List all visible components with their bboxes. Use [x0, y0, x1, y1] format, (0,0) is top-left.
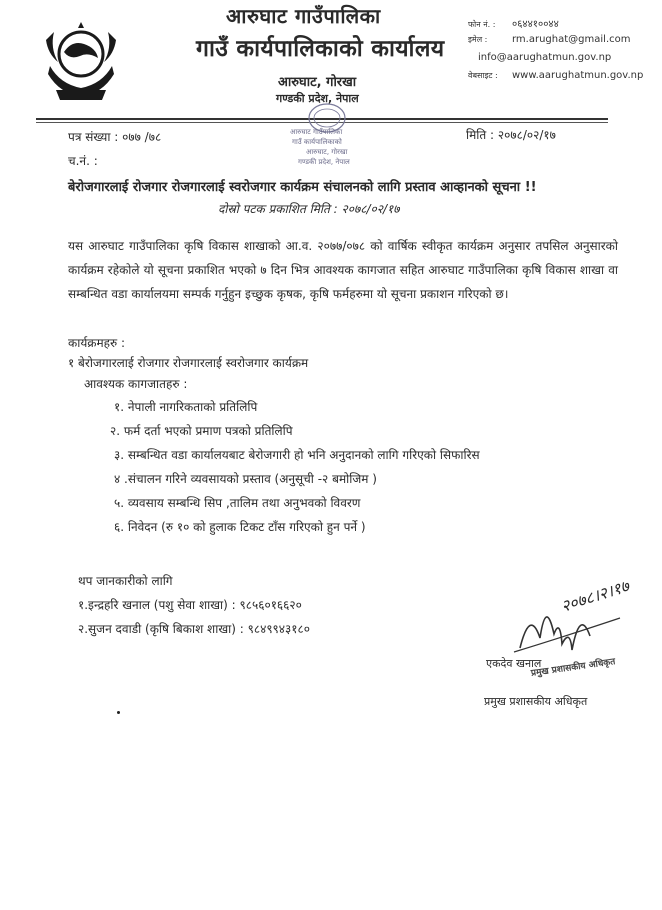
- document-item: ४ .संचालन गरिने व्यवसायको प्रस्ताव (अनुसूची -२ बमोजिम ): [114, 472, 377, 486]
- contact-phone: [468, 16, 559, 30]
- org-name-line1: आरुघाट गाउँपालिका: [226, 4, 381, 28]
- notice-title: बेरोजगारलाई रोजगार रोजगारलाई स्वरोजगार कार्यक्रम संचालनको लागि प्रस्ताव आव्हानको सूचना !!: [68, 180, 537, 195]
- contact-person: १.इन्द्रहरि खनाल (पशु सेवा शाखा) : ९८५६०१६६२०: [78, 598, 302, 612]
- contact-email: [468, 34, 630, 45]
- stamp-line4: गण्डकी प्रदेश, नेपाल: [298, 158, 350, 166]
- contact-website: [468, 70, 643, 81]
- letter-date: मिति : २०७८/०२/१७: [466, 128, 556, 142]
- org-location: आरुघाट, गोरखा: [278, 75, 357, 90]
- website-value[interactable]: www.aarughatmun.gov.np: [512, 70, 644, 81]
- document-item: ६. निवेदन (रु १० को हुलाक टिकट टाँस गरिएको हुन पर्ने ): [114, 520, 366, 534]
- stamp-line1: आरुघाट गाउँपालिका: [290, 128, 343, 136]
- document-item: ३. सम्बन्धित वडा कार्यालयबाट बेरोजगारी हो भनि अनुदानको लागि गरिएको सिफारिस: [114, 448, 480, 462]
- email-label: इमेल :: [468, 35, 488, 44]
- contacts-heading: थप जानकारीको लागि: [78, 574, 173, 588]
- program-item: १ बेरोजगारलाई रोजगार रोजगारलाई स्वरोजगार कार्यक्रम: [68, 356, 309, 370]
- nepal-emblem-icon: [40, 18, 122, 104]
- org-name-line2: गाउँ कार्यपालिकाको कार्यालय: [196, 36, 445, 62]
- documents-heading: आवश्यक कागजातहरु :: [84, 377, 188, 391]
- scan-speck: [117, 711, 120, 714]
- programs-heading: कार्यक्रमहरु :: [68, 336, 126, 350]
- signature-seal-text: प्रमुख प्रशासकीय अधिकृत: [530, 657, 617, 679]
- document-item: ५. व्यवसाय सम्बन्धि सिप ,तालिम तथा अनुभवको विवरण: [114, 496, 361, 510]
- email-value-1[interactable]: rm.arughat@gmail.com: [512, 34, 631, 45]
- document-item: १. नेपाली नागरिकताको प्रतिलिपि: [114, 400, 258, 414]
- phone-value: ०६४४१००४४: [512, 19, 559, 30]
- stamp-line3: आरुघाट, गोरखा: [306, 148, 348, 156]
- email-value-2[interactable]: info@aarughatmun.gov.np: [478, 52, 612, 63]
- signer-title: प्रमुख प्रशासकीय अधिकृत: [484, 695, 588, 708]
- contact-person: २.सुजन दवाडी (कृषि बिकाश शाखा) : ९८४९९४३१८०: [78, 622, 311, 636]
- org-province: गण्डकी प्रदेश, नेपाल: [276, 92, 359, 105]
- office-stamp: [272, 100, 382, 172]
- ref-number: पत्र संख्या : ०७७ /७८: [68, 130, 162, 144]
- phone-label: फोन नं. :: [468, 20, 496, 29]
- stamp-line2: गाउँ कार्यपालिकाको: [292, 138, 342, 146]
- notice-body: यस आरुघाट गाउँपालिका कृषि विकास शाखाको आ.व. २०७७/०७८ को वार्षिक स्वीकृत कार्यक्रम अनुसार तपसिल अनुसारको कार्यक्रम रहेकोले यो सूचना प्रकाशित भएको ७ दिन भित्र आवश्यक कागजात सहित आरुघाट गाउँपालिका कृषि विकास शाखा वा सम्बन्धित वडा कार्यालयमा सम्पर्क गर्नुहुन इच्छुक कृषक, कृषि फर्महरुमा यो सूचना प्रकाशन गरिएको छ।: [68, 239, 618, 301]
- document-item: २. फर्म दर्ता भएको प्रमाण पत्रको प्रतिलिपि: [110, 424, 293, 438]
- signer-name: एकदेव खनाल: [486, 657, 542, 670]
- dispatch-number: च.नं. :: [68, 154, 98, 168]
- published-date: दोस्रो पटक प्रकाशित मिति : २०७८/०२/१७: [218, 202, 400, 216]
- web-label: वेबसाइट :: [468, 71, 498, 80]
- signature-date: २०७८।२।१७: [558, 576, 632, 616]
